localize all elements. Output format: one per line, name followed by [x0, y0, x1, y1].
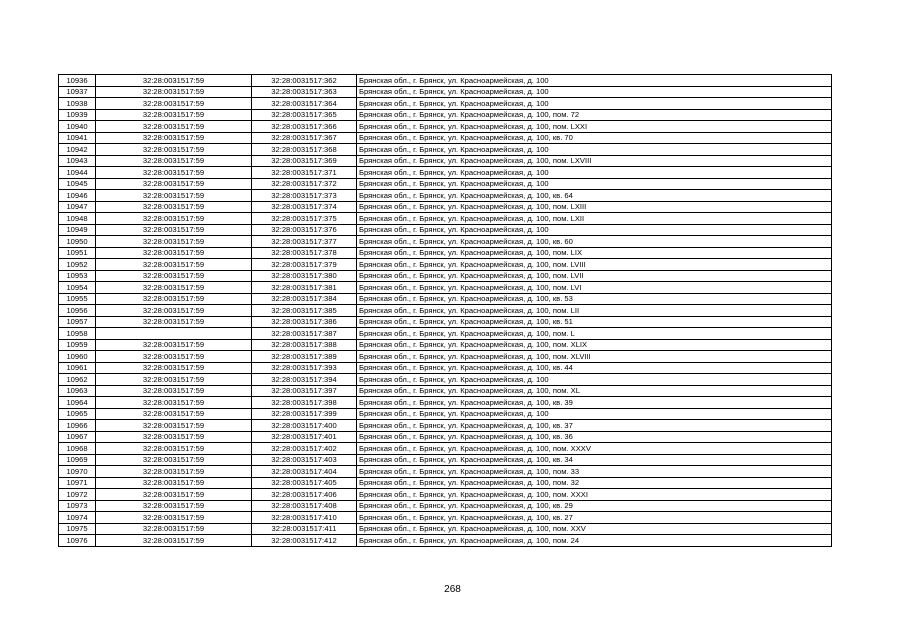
- table-row: [59, 178, 832, 190]
- table-row: [59, 489, 832, 501]
- parent-cadastral-number-cell: 32:28:0031517:59: [96, 374, 252, 386]
- table-row: [59, 75, 832, 87]
- cadastral-number-cell: 32:28:0031517:400: [252, 420, 357, 432]
- address-cell: Брянская обл., г. Брянск, ул. Красноармейская, д. 100, пом. LXII: [357, 213, 832, 225]
- cadastral-number-cell: 32:28:0031517:399: [252, 408, 357, 420]
- row-number-cell: 10944: [59, 167, 96, 179]
- row-number-cell: 10952: [59, 259, 96, 271]
- parent-cadastral-number-cell: 32:28:0031517:59: [96, 236, 252, 248]
- row-number-cell: 10971: [59, 477, 96, 489]
- cadastral-number-cell: 32:28:0031517:394: [252, 374, 357, 386]
- cadastral-number-cell: 32:28:0031517:373: [252, 190, 357, 202]
- cadastral-number-cell: 32:28:0031517:403: [252, 454, 357, 466]
- parent-cadastral-number-cell: 32:28:0031517:59: [96, 132, 252, 144]
- parent-cadastral-number-cell: 32:28:0031517:59: [96, 259, 252, 271]
- parent-cadastral-number-cell: 32:28:0031517:59: [96, 489, 252, 501]
- address-cell: Брянская обл., г. Брянск, ул. Красноармейская, д. 100, пом. LII: [357, 305, 832, 317]
- table-row: [59, 132, 832, 144]
- address-cell: Брянская обл., г. Брянск, ул. Красноармейская, д. 100, кв. 60: [357, 236, 832, 248]
- table-row: [59, 155, 832, 167]
- row-number-cell: 10972: [59, 489, 96, 501]
- table-row: [59, 201, 832, 213]
- address-cell: Брянская обл., г. Брянск, ул. Красноармейская, д. 100: [357, 144, 832, 156]
- address-cell: Брянская обл., г. Брянск, ул. Красноармейская, д. 100, кв. 70: [357, 132, 832, 144]
- parent-cadastral-number-cell: 32:28:0031517:59: [96, 431, 252, 443]
- parent-cadastral-number-cell: 32:28:0031517:59: [96, 362, 252, 374]
- row-number-cell: 10940: [59, 121, 96, 133]
- registry-table-body: [59, 75, 832, 547]
- table-row: [59, 397, 832, 409]
- cadastral-number-cell: 32:28:0031517:381: [252, 282, 357, 294]
- table-row: [59, 259, 832, 271]
- address-cell: Брянская обл., г. Брянск, ул. Красноармейская, д. 100, кв. 37: [357, 420, 832, 432]
- cadastral-number-cell: 32:28:0031517:397: [252, 385, 357, 397]
- address-cell: Брянская обл., г. Брянск, ул. Красноармейская, д. 100, пом. 32: [357, 477, 832, 489]
- parent-cadastral-number-cell: 32:28:0031517:59: [96, 121, 252, 133]
- table-row: [59, 270, 832, 282]
- row-number-cell: 10967: [59, 431, 96, 443]
- table-row: [59, 351, 832, 363]
- cadastral-number-cell: 32:28:0031517:380: [252, 270, 357, 282]
- row-number-cell: 10951: [59, 247, 96, 259]
- table-row: [59, 431, 832, 443]
- row-number-cell: 10947: [59, 201, 96, 213]
- cadastral-number-cell: 32:28:0031517:398: [252, 397, 357, 409]
- cadastral-number-cell: 32:28:0031517:367: [252, 132, 357, 144]
- parent-cadastral-number-cell: 32:28:0031517:59: [96, 305, 252, 317]
- address-cell: Брянская обл., г. Брянск, ул. Красноармейская, д. 100: [357, 178, 832, 190]
- table-row: [59, 109, 832, 121]
- table-row: [59, 362, 832, 374]
- row-number-cell: 10958: [59, 328, 96, 340]
- table-row: [59, 190, 832, 202]
- address-cell: Брянская обл., г. Брянск, ул. Красноармейская, д. 100, пом. LXVIII: [357, 155, 832, 167]
- table-row: [59, 224, 832, 236]
- table-row: [59, 293, 832, 305]
- row-number-cell: 10961: [59, 362, 96, 374]
- table-row: [59, 408, 832, 420]
- address-cell: Брянская обл., г. Брянск, ул. Красноармейская, д. 100: [357, 224, 832, 236]
- parent-cadastral-number-cell: 32:28:0031517:59: [96, 213, 252, 225]
- table-row: [59, 374, 832, 386]
- address-cell: Брянская обл., г. Брянск, ул. Красноармейская, д. 100, пом. LVIII: [357, 259, 832, 271]
- row-number-cell: 10968: [59, 443, 96, 455]
- row-number-cell: 10956: [59, 305, 96, 317]
- cadastral-number-cell: 32:28:0031517:368: [252, 144, 357, 156]
- row-number-cell: 10945: [59, 178, 96, 190]
- parent-cadastral-number-cell: [96, 328, 252, 340]
- row-number-cell: 10969: [59, 454, 96, 466]
- row-number-cell: 10936: [59, 75, 96, 87]
- row-number-cell: 10960: [59, 351, 96, 363]
- address-cell: Брянская обл., г. Брянск, ул. Красноармейская, д. 100, пом. 72: [357, 109, 832, 121]
- parent-cadastral-number-cell: 32:28:0031517:59: [96, 75, 252, 87]
- table-row: [59, 213, 832, 225]
- row-number-cell: 10942: [59, 144, 96, 156]
- address-cell: Брянская обл., г. Брянск, ул. Красноармейская, д. 100, кв. 34: [357, 454, 832, 466]
- table-row: [59, 385, 832, 397]
- table-row: [59, 339, 832, 351]
- row-number-cell: 10959: [59, 339, 96, 351]
- parent-cadastral-number-cell: 32:28:0031517:59: [96, 98, 252, 110]
- address-cell: Брянская обл., г. Брянск, ул. Красноармейская, д. 100: [357, 75, 832, 87]
- table-row: [59, 420, 832, 432]
- row-number-cell: 10937: [59, 86, 96, 98]
- address-cell: Брянская обл., г. Брянск, ул. Красноармейская, д. 100: [357, 374, 832, 386]
- address-cell: Брянская обл., г. Брянск, ул. Красноармейская, д. 100, пом. 24: [357, 535, 832, 547]
- table-row: [59, 305, 832, 317]
- address-cell: Брянская обл., г. Брянск, ул. Красноармейская, д. 100, кв. 51: [357, 316, 832, 328]
- table-row: [59, 144, 832, 156]
- table-row: [59, 316, 832, 328]
- cadastral-number-cell: 32:28:0031517:402: [252, 443, 357, 455]
- cadastral-number-cell: 32:28:0031517:393: [252, 362, 357, 374]
- parent-cadastral-number-cell: 32:28:0031517:59: [96, 247, 252, 259]
- table-row: [59, 121, 832, 133]
- cadastral-number-cell: 32:28:0031517:384: [252, 293, 357, 305]
- address-cell: Брянская обл., г. Брянск, ул. Красноармейская, д. 100, кв. 27: [357, 512, 832, 524]
- address-cell: Брянская обл., г. Брянск, ул. Красноармейская, д. 100, пом. L: [357, 328, 832, 340]
- row-number-cell: 10966: [59, 420, 96, 432]
- row-number-cell: 10955: [59, 293, 96, 305]
- parent-cadastral-number-cell: 32:28:0031517:59: [96, 190, 252, 202]
- cadastral-number-cell: 32:28:0031517:366: [252, 121, 357, 133]
- parent-cadastral-number-cell: 32:28:0031517:59: [96, 224, 252, 236]
- table-row: [59, 512, 832, 524]
- parent-cadastral-number-cell: 32:28:0031517:59: [96, 466, 252, 478]
- row-number-cell: 10950: [59, 236, 96, 248]
- cadastral-number-cell: 32:28:0031517:377: [252, 236, 357, 248]
- address-cell: Брянская обл., г. Брянск, ул. Красноармейская, д. 100: [357, 86, 832, 98]
- cadastral-number-cell: 32:28:0031517:405: [252, 477, 357, 489]
- address-cell: Брянская обл., г. Брянск, ул. Красноармейская, д. 100, пом. LXIII: [357, 201, 832, 213]
- address-cell: Брянская обл., г. Брянск, ул. Красноармейская, д. 100, пом. XXXV: [357, 443, 832, 455]
- cadastral-number-cell: 32:28:0031517:378: [252, 247, 357, 259]
- row-number-cell: 10970: [59, 466, 96, 478]
- address-cell: Брянская обл., г. Брянск, ул. Красноармейская, д. 100, пом. XL: [357, 385, 832, 397]
- row-number-cell: 10974: [59, 512, 96, 524]
- parent-cadastral-number-cell: 32:28:0031517:59: [96, 86, 252, 98]
- parent-cadastral-number-cell: 32:28:0031517:59: [96, 397, 252, 409]
- parent-cadastral-number-cell: 32:28:0031517:59: [96, 144, 252, 156]
- cadastral-number-cell: 32:28:0031517:408: [252, 500, 357, 512]
- cadastral-number-cell: 32:28:0031517:374: [252, 201, 357, 213]
- parent-cadastral-number-cell: 32:28:0031517:59: [96, 316, 252, 328]
- address-cell: Брянская обл., г. Брянск, ул. Красноармейская, д. 100, пом. 33: [357, 466, 832, 478]
- parent-cadastral-number-cell: 32:28:0031517:59: [96, 109, 252, 121]
- table-row: [59, 443, 832, 455]
- table-row: [59, 282, 832, 294]
- parent-cadastral-number-cell: 32:28:0031517:59: [96, 167, 252, 179]
- row-number-cell: 10954: [59, 282, 96, 294]
- row-number-cell: 10948: [59, 213, 96, 225]
- table-row: [59, 535, 832, 547]
- row-number-cell: 10939: [59, 109, 96, 121]
- address-cell: Брянская обл., г. Брянск, ул. Красноармейская, д. 100, кв. 53: [357, 293, 832, 305]
- table-row: [59, 500, 832, 512]
- row-number-cell: 10965: [59, 408, 96, 420]
- row-number-cell: 10975: [59, 523, 96, 535]
- table-row: [59, 236, 832, 248]
- cadastral-number-cell: 32:28:0031517:401: [252, 431, 357, 443]
- cadastral-number-cell: 32:28:0031517:385: [252, 305, 357, 317]
- address-cell: Брянская обл., г. Брянск, ул. Красноармейская, д. 100, пом. LIX: [357, 247, 832, 259]
- address-cell: Брянская обл., г. Брянск, ул. Красноармейская, д. 100, кв. 36: [357, 431, 832, 443]
- row-number-cell: 10963: [59, 385, 96, 397]
- parent-cadastral-number-cell: 32:28:0031517:59: [96, 339, 252, 351]
- row-number-cell: 10976: [59, 535, 96, 547]
- parent-cadastral-number-cell: 32:28:0031517:59: [96, 477, 252, 489]
- address-cell: Брянская обл., г. Брянск, ул. Красноармейская, д. 100, пом. XXXI: [357, 489, 832, 501]
- row-number-cell: 10962: [59, 374, 96, 386]
- registry-table: [58, 74, 832, 547]
- row-number-cell: 10964: [59, 397, 96, 409]
- parent-cadastral-number-cell: 32:28:0031517:59: [96, 535, 252, 547]
- cadastral-number-cell: 32:28:0031517:406: [252, 489, 357, 501]
- table-row: [59, 523, 832, 535]
- parent-cadastral-number-cell: 32:28:0031517:59: [96, 443, 252, 455]
- cadastral-number-cell: 32:28:0031517:389: [252, 351, 357, 363]
- address-cell: Брянская обл., г. Брянск, ул. Красноармейская, д. 100, кв. 39: [357, 397, 832, 409]
- table-row: [59, 247, 832, 259]
- parent-cadastral-number-cell: 32:28:0031517:59: [96, 512, 252, 524]
- row-number-cell: 10953: [59, 270, 96, 282]
- parent-cadastral-number-cell: 32:28:0031517:59: [96, 420, 252, 432]
- row-number-cell: 10973: [59, 500, 96, 512]
- table-row: [59, 98, 832, 110]
- parent-cadastral-number-cell: 32:28:0031517:59: [96, 155, 252, 167]
- cadastral-number-cell: 32:28:0031517:386: [252, 316, 357, 328]
- address-cell: Брянская обл., г. Брянск, ул. Красноармейская, д. 100: [357, 98, 832, 110]
- cadastral-number-cell: 32:28:0031517:411: [252, 523, 357, 535]
- address-cell: Брянская обл., г. Брянск, ул. Красноармейская, д. 100, пом. LVII: [357, 270, 832, 282]
- cadastral-number-cell: 32:28:0031517:376: [252, 224, 357, 236]
- address-cell: Брянская обл., г. Брянск, ул. Красноармейская, д. 100, пом. XXV: [357, 523, 832, 535]
- address-cell: Брянская обл., г. Брянск, ул. Красноармейская, д. 100, пом. XLVIII: [357, 351, 832, 363]
- row-number-cell: 10946: [59, 190, 96, 202]
- table-row: [59, 466, 832, 478]
- table-row: [59, 167, 832, 179]
- cadastral-number-cell: 32:28:0031517:387: [252, 328, 357, 340]
- cadastral-number-cell: 32:28:0031517:363: [252, 86, 357, 98]
- table-row: [59, 477, 832, 489]
- cadastral-number-cell: 32:28:0031517:379: [252, 259, 357, 271]
- address-cell: Брянская обл., г. Брянск, ул. Красноармейская, д. 100: [357, 167, 832, 179]
- parent-cadastral-number-cell: 32:28:0031517:59: [96, 270, 252, 282]
- cadastral-number-cell: 32:28:0031517:365: [252, 109, 357, 121]
- row-number-cell: 10957: [59, 316, 96, 328]
- cadastral-number-cell: 32:28:0031517:410: [252, 512, 357, 524]
- table-row: [59, 86, 832, 98]
- parent-cadastral-number-cell: 32:28:0031517:59: [96, 351, 252, 363]
- parent-cadastral-number-cell: 32:28:0031517:59: [96, 454, 252, 466]
- cadastral-number-cell: 32:28:0031517:369: [252, 155, 357, 167]
- address-cell: Брянская обл., г. Брянск, ул. Красноармейская, д. 100, пом. XLIX: [357, 339, 832, 351]
- row-number-cell: 10943: [59, 155, 96, 167]
- table-row: [59, 454, 832, 466]
- cadastral-number-cell: 32:28:0031517:364: [252, 98, 357, 110]
- address-cell: Брянская обл., г. Брянск, ул. Красноармейская, д. 100, кв. 44: [357, 362, 832, 374]
- address-cell: Брянская обл., г. Брянск, ул. Красноармейская, д. 100, пом. LXXI: [357, 121, 832, 133]
- parent-cadastral-number-cell: 32:28:0031517:59: [96, 500, 252, 512]
- parent-cadastral-number-cell: 32:28:0031517:59: [96, 282, 252, 294]
- cadastral-number-cell: 32:28:0031517:372: [252, 178, 357, 190]
- parent-cadastral-number-cell: 32:28:0031517:59: [96, 201, 252, 213]
- row-number-cell: 10949: [59, 224, 96, 236]
- parent-cadastral-number-cell: 32:28:0031517:59: [96, 408, 252, 420]
- address-cell: Брянская обл., г. Брянск, ул. Красноармейская, д. 100, пом. LVI: [357, 282, 832, 294]
- cadastral-number-cell: 32:28:0031517:362: [252, 75, 357, 87]
- parent-cadastral-number-cell: 32:28:0031517:59: [96, 385, 252, 397]
- page-number: 268: [444, 584, 461, 595]
- address-cell: Брянская обл., г. Брянск, ул. Красноармейская, д. 100, кв. 64: [357, 190, 832, 202]
- cadastral-number-cell: 32:28:0031517:412: [252, 535, 357, 547]
- row-number-cell: 10938: [59, 98, 96, 110]
- parent-cadastral-number-cell: 32:28:0031517:59: [96, 523, 252, 535]
- parent-cadastral-number-cell: 32:28:0031517:59: [96, 293, 252, 305]
- cadastral-number-cell: 32:28:0031517:375: [252, 213, 357, 225]
- table-row: [59, 328, 832, 340]
- cadastral-number-cell: 32:28:0031517:371: [252, 167, 357, 179]
- row-number-cell: 10941: [59, 132, 96, 144]
- cadastral-number-cell: 32:28:0031517:404: [252, 466, 357, 478]
- parent-cadastral-number-cell: 32:28:0031517:59: [96, 178, 252, 190]
- cadastral-number-cell: 32:28:0031517:388: [252, 339, 357, 351]
- address-cell: Брянская обл., г. Брянск, ул. Красноармейская, д. 100: [357, 408, 832, 420]
- address-cell: Брянская обл., г. Брянск, ул. Красноармейская, д. 100, кв. 29: [357, 500, 832, 512]
